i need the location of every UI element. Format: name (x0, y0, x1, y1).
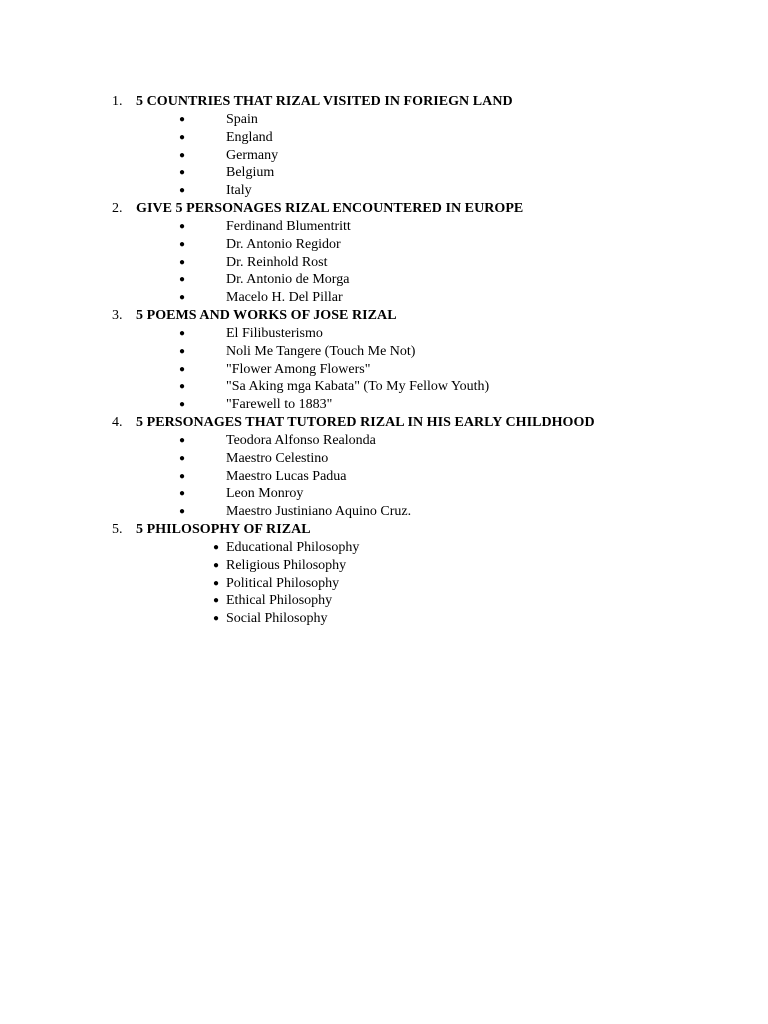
section-title: GIVE 5 PERSONAGES RIZAL ENCOUNTERED IN EUROPE (136, 200, 524, 216)
bullet-list (0, 325, 768, 414)
bullet-icon: ● (179, 238, 186, 250)
list-item (0, 218, 768, 236)
list-item-label: Political Philosophy (226, 575, 340, 591)
bullet-icon: ● (213, 541, 220, 553)
list-item (0, 378, 768, 396)
list-item-label: "Flower Among Flowers" (226, 361, 371, 377)
list-item-label: Social Philosophy (226, 611, 328, 627)
list-item (0, 485, 768, 503)
bullet-icon: ● (179, 488, 186, 500)
section-title: 5 PHILOSOPHY OF RIZAL (136, 521, 311, 537)
section-title: 5 PERSONAGES THAT TUTORED RIZAL IN HIS EARLY CHILDHOOD (136, 414, 595, 430)
list-item (0, 111, 768, 129)
bullet-list (0, 432, 768, 521)
document-page (0, 93, 768, 628)
list-item (0, 592, 768, 610)
section-heading (0, 414, 768, 432)
list-item-label: Teodora Alfonso Realonda (226, 432, 376, 448)
list-item (0, 289, 768, 307)
section-4 (0, 414, 768, 521)
list-item-label: Italy (226, 183, 252, 199)
bullet-icon: ● (179, 506, 186, 518)
list-item (0, 182, 768, 200)
list-item (0, 254, 768, 272)
section-title: 5 POEMS AND WORKS OF JOSE RIZAL (136, 307, 397, 323)
list-item-label: Educational Philosophy (226, 539, 360, 555)
section-2 (0, 200, 768, 307)
list-item-label: Religious Philosophy (226, 557, 347, 573)
section-title: 5 COUNTRIES THAT RIZAL VISITED IN FORIEGN LAND (136, 94, 513, 109)
section-heading (0, 93, 768, 111)
section-heading (0, 200, 768, 218)
list-item-label: Germany (226, 147, 279, 163)
list-item (0, 432, 768, 450)
list-item (0, 503, 768, 521)
bullet-list (0, 218, 768, 307)
list-item (0, 450, 768, 468)
section-number: 2. (112, 200, 123, 216)
bullet-icon: ● (179, 220, 186, 232)
bullet-icon: ● (213, 559, 220, 571)
bullet-icon: ● (179, 470, 186, 482)
bullet-list (0, 539, 768, 628)
list-item (0, 271, 768, 289)
bullet-icon: ● (179, 167, 186, 179)
bullet-icon: ● (213, 595, 220, 607)
list-item-label: Leon Monroy (226, 486, 304, 502)
bullet-icon: ● (179, 149, 186, 161)
list-item-label: Maestro Lucas Padua (226, 468, 347, 484)
bullet-icon: ● (179, 256, 186, 268)
section-number: 5. (112, 521, 123, 537)
bullet-icon: ● (179, 399, 186, 411)
section-heading (0, 521, 768, 539)
list-item (0, 361, 768, 379)
list-item-label: Maestro Justiniano Aquino Cruz. (226, 504, 412, 520)
bullet-icon: ● (179, 131, 186, 143)
bullet-icon: ● (179, 434, 186, 446)
list-item (0, 343, 768, 361)
bullet-icon: ● (179, 274, 186, 286)
bullet-icon: ● (179, 345, 186, 357)
list-item-label: England (226, 129, 273, 145)
list-item-label: Macelo H. Del Pillar (226, 290, 343, 306)
list-item (0, 468, 768, 486)
bullet-icon: ● (179, 381, 186, 393)
list-item-label: Dr. Antonio Regidor (226, 236, 341, 252)
list-item-label: Belgium (226, 165, 275, 181)
list-item-label: Spain (226, 112, 258, 127)
list-item-label: Dr. Antonio de Morga (226, 272, 350, 288)
section-number: 1. (112, 94, 123, 109)
list-item-label: Ethical Philosophy (226, 593, 333, 609)
list-item (0, 325, 768, 343)
list-item-label: Dr. Reinhold Rost (226, 254, 328, 270)
list-item (0, 539, 768, 557)
bullet-icon: ● (179, 327, 186, 339)
bullet-icon: ● (179, 185, 186, 197)
list-item (0, 610, 768, 628)
bullet-icon: ● (179, 452, 186, 464)
list-item (0, 129, 768, 147)
list-item-label: El Filibusterismo (226, 325, 323, 341)
bullet-icon: ● (179, 363, 186, 375)
section-5 (0, 521, 768, 628)
list-item-label: Noli Me Tangere (Touch Me Not) (226, 343, 416, 359)
section-number: 4. (112, 414, 123, 430)
section-3 (0, 307, 768, 414)
list-item-label: "Sa Aking mga Kabata" (To My Fellow Youth) (226, 379, 490, 395)
list-item-label: "Farewell to 1883" (226, 397, 333, 413)
list-item-label: Maestro Celestino (226, 450, 329, 466)
list-item (0, 236, 768, 254)
list-item-label: Ferdinand Blumentritt (226, 218, 351, 234)
bullet-icon: ● (179, 114, 186, 125)
section-number: 3. (112, 307, 123, 323)
list-item (0, 557, 768, 575)
bullet-list (0, 111, 768, 200)
list-item (0, 164, 768, 182)
list-item (0, 575, 768, 593)
section-heading (0, 307, 768, 325)
bullet-icon: ● (213, 577, 220, 589)
bullet-icon: ● (179, 292, 186, 304)
list-item (0, 147, 768, 165)
section-1 (0, 93, 768, 200)
list-item (0, 396, 768, 414)
bullet-icon: ● (213, 613, 220, 625)
